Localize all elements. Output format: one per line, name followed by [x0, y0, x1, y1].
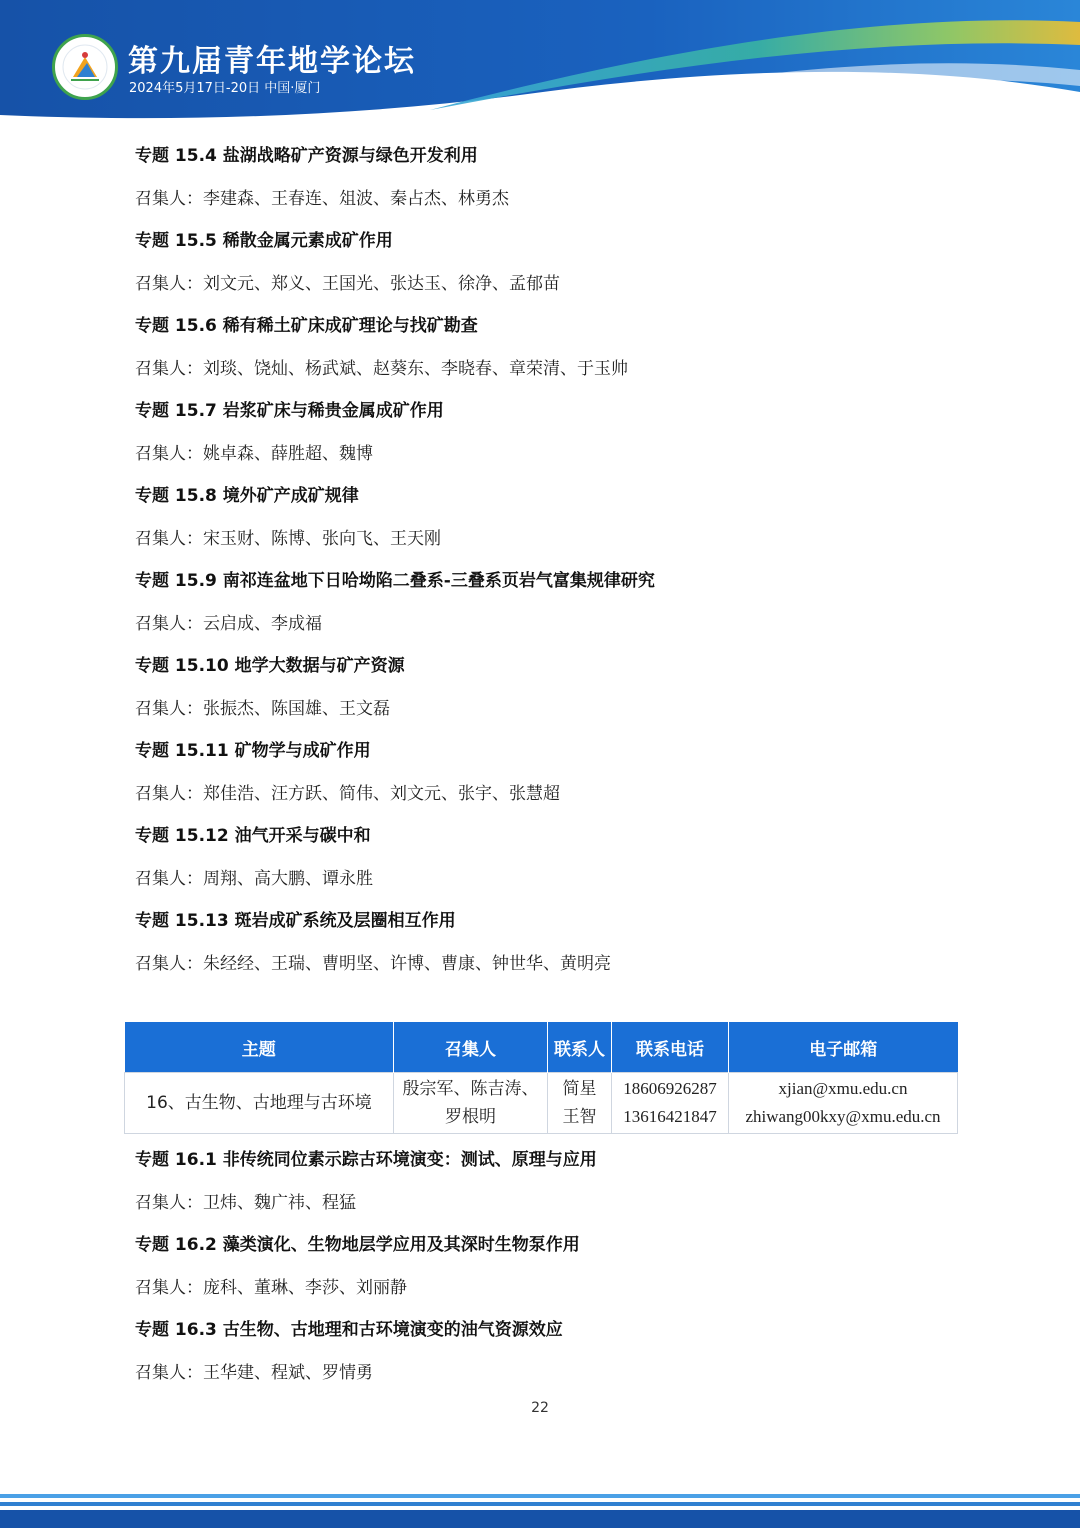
topic-conveners: 召集人：郑佳浩、汪方跃、简伟、刘文元、张宇、张慧超: [135, 784, 560, 804]
theme-contacts: [548, 1073, 612, 1134]
email-address[interactable]: zhiwang00kxy@xmu.edu.cn: [745, 1107, 941, 1126]
theme-conveners: [394, 1073, 548, 1134]
topic-conveners: 召集人：刘文元、郑义、王国光、张达玉、徐净、孟郁苗: [135, 274, 560, 294]
header-theme: 主题: [125, 1022, 394, 1073]
footer-stripe: [0, 1494, 1080, 1498]
footer-stripe: [0, 1510, 1080, 1528]
contact-name: 简星: [562, 1079, 597, 1099]
header-banner: [0, 0, 1080, 125]
topic-conveners: 召集人：姚卓森、薛胜超、魏博: [135, 444, 373, 464]
forum-date-location: 2024年5月17日-20日 中国·厦门: [129, 81, 321, 96]
table-row: [125, 1073, 958, 1134]
header-email: 电子邮箱: [729, 1022, 958, 1073]
footer-stripes: [0, 1490, 1080, 1528]
header-contact: 联系人: [548, 1022, 612, 1073]
table-header-row: [125, 1022, 958, 1073]
footer-stripe: [0, 1502, 1080, 1506]
topic-title: 专题 15.12 油气开采与碳中和: [135, 826, 371, 846]
contact-name: 王智: [562, 1107, 597, 1127]
topic-title: 专题 15.4 盐湖战略矿产资源与绿色开发利用: [135, 146, 478, 166]
forum-title: 第九届青年地学论坛: [128, 44, 416, 79]
topic-title: 专题 15.6 稀有稀土矿床成矿理论与找矿勘查: [135, 316, 478, 336]
topic-title: 专题 15.5 稀散金属元素成矿作用: [135, 231, 393, 251]
topic-conveners: 召集人：朱经经、王瑞、曹明坚、许博、曹康、钟世华、黄明亮: [135, 954, 611, 974]
topic-conveners: 召集人：李建森、王春连、俎波、秦占杰、林勇杰: [135, 189, 509, 209]
forum-logo: [52, 34, 118, 100]
phone-number: 18606926287: [623, 1079, 717, 1098]
theme-phones: [612, 1073, 729, 1134]
logo-emblem-icon: [55, 37, 115, 97]
header-conveners: 召集人: [394, 1022, 548, 1073]
topic-conveners: 召集人：云启成、李成福: [135, 614, 322, 634]
conveners-line: 罗根明: [445, 1107, 496, 1127]
topic-title: 专题 16.1 非传统同位素示踪古环境演变：测试、原理与应用: [135, 1150, 597, 1170]
topic-conveners: 召集人：王华建、程斌、罗情勇: [135, 1363, 373, 1383]
topic-title: 专题 15.9 南祁连盆地下日哈坳陷二叠系-三叠系页岩气富集规律研究: [135, 571, 655, 591]
topic-conveners: 召集人：宋玉财、陈博、张向飞、王天刚: [135, 529, 441, 549]
topic-conveners: 召集人：张振杰、陈国雄、王文磊: [135, 699, 390, 719]
page-number: 22: [531, 1400, 549, 1416]
topic-conveners: 召集人：卫炜、魏广祎、程猛: [135, 1193, 356, 1213]
topic-conveners: 召集人：庞科、董琳、李莎、刘丽静: [135, 1278, 407, 1298]
theme-name: 16、古生物、古地理与古环境: [125, 1073, 394, 1134]
phone-number: 13616421847: [623, 1107, 717, 1126]
topic-title: 专题 16.3 古生物、古地理和古环境演变的油气资源效应: [135, 1320, 563, 1340]
topic-title: 专题 15.13 斑岩成矿系统及层圈相互作用: [135, 911, 456, 931]
topic-title: 专题 15.8 境外矿产成矿规律: [135, 486, 359, 506]
conveners-line: 殷宗军、陈吉涛、: [402, 1079, 539, 1099]
email-address[interactable]: xjian@xmu.edu.cn: [778, 1079, 908, 1098]
header-phone: 联系电话: [612, 1022, 729, 1073]
topic-conveners: 召集人：刘琰、饶灿、杨武斌、赵葵东、李晓春、章荣清、于玉帅: [135, 359, 628, 379]
topic-title: 专题 16.2 藻类演化、生物地层学应用及其深时生物泵作用: [135, 1235, 580, 1255]
theme-emails: [729, 1073, 958, 1134]
theme-table: [124, 1022, 958, 1134]
topic-conveners: 召集人：周翔、高大鹏、谭永胜: [135, 869, 373, 889]
topic-title: 专题 15.11 矿物学与成矿作用: [135, 741, 371, 761]
topic-title: 专题 15.7 岩浆矿床与稀贵金属成矿作用: [135, 401, 444, 421]
topic-title: 专题 15.10 地学大数据与矿产资源: [135, 656, 405, 676]
